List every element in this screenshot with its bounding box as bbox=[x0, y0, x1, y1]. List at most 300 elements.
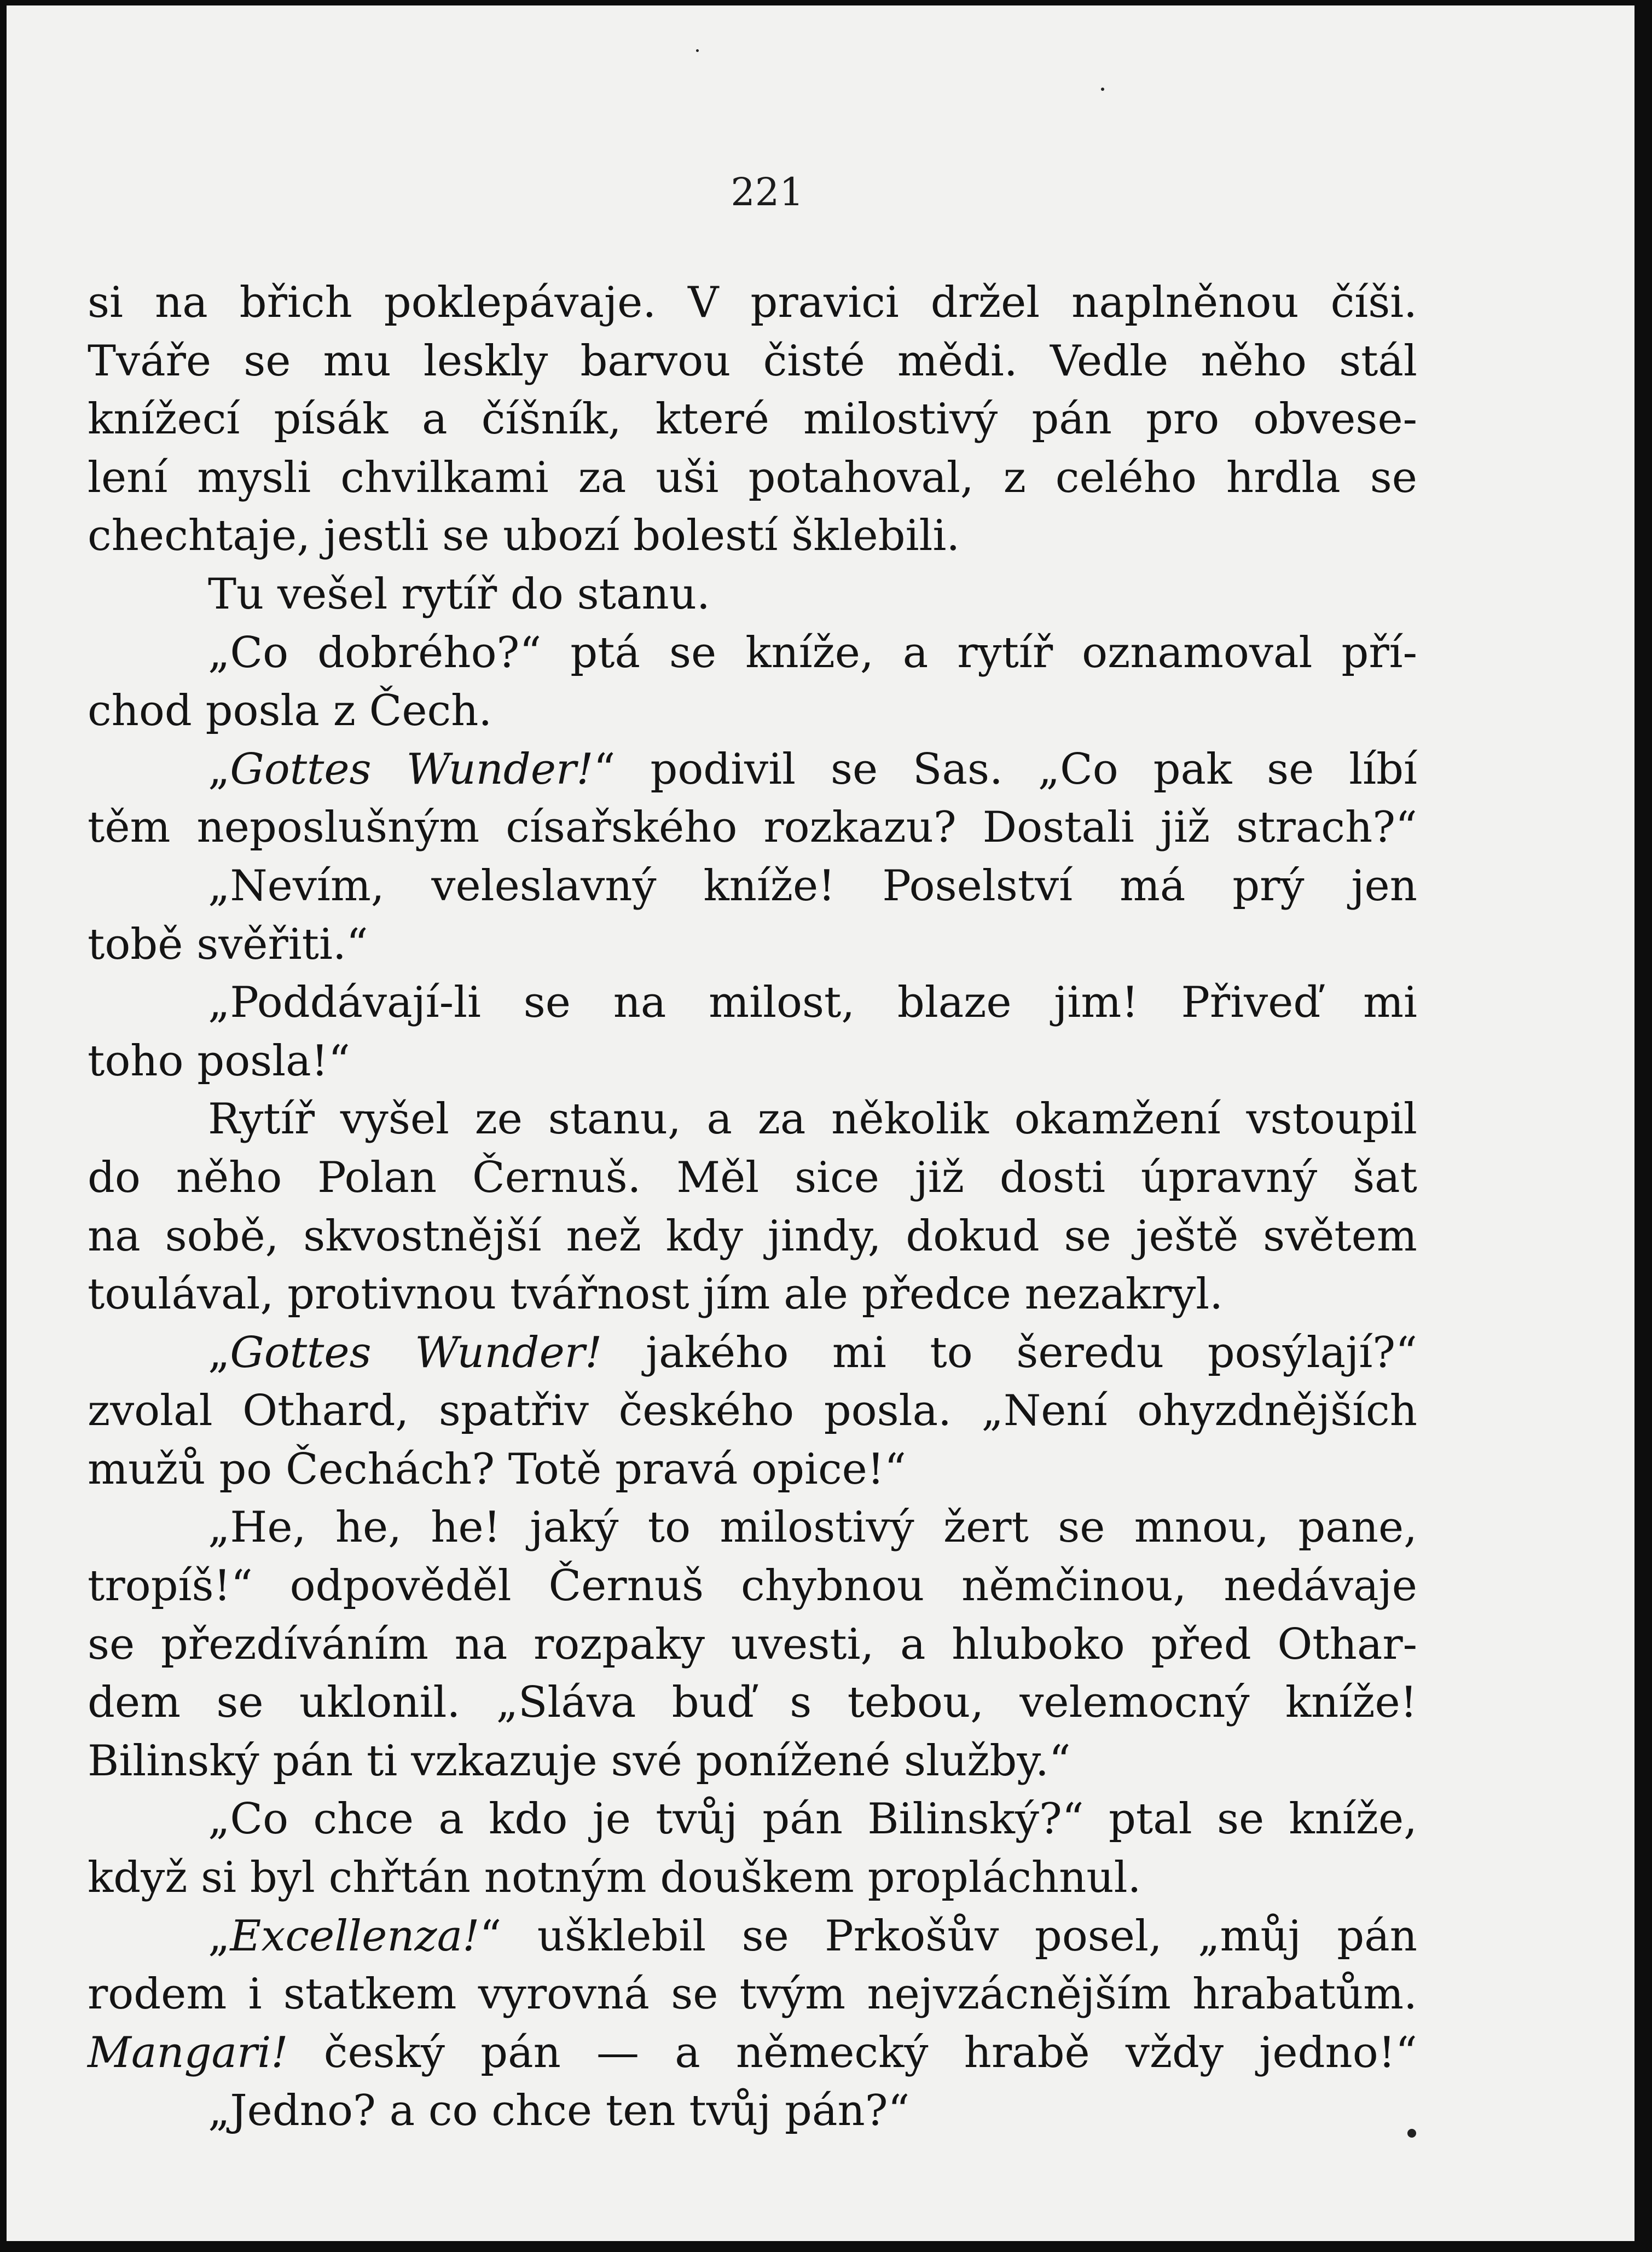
text-run: to bbox=[647, 1503, 691, 1553]
word bbox=[335, 1498, 402, 1557]
text-run: němčinou, bbox=[961, 1561, 1187, 1611]
text-run: Přiveď bbox=[1181, 978, 1321, 1028]
text-line bbox=[88, 624, 1417, 682]
word bbox=[88, 274, 123, 332]
text-run: stál bbox=[1339, 336, 1417, 386]
text-run: posel, bbox=[1034, 1911, 1162, 1961]
word bbox=[897, 974, 1012, 1032]
word bbox=[613, 974, 666, 1032]
text-run: pán bbox=[480, 2028, 561, 2077]
text-line bbox=[88, 682, 1417, 740]
word bbox=[88, 1207, 141, 1266]
text-run: již bbox=[914, 1153, 964, 1202]
text-run: se bbox=[741, 1911, 789, 1961]
word bbox=[161, 1616, 428, 1674]
word bbox=[88, 449, 167, 507]
text-run: oznamoval bbox=[1082, 628, 1313, 678]
word bbox=[596, 2024, 639, 2082]
word bbox=[593, 1790, 631, 1849]
text-run: se bbox=[830, 744, 878, 794]
word bbox=[1289, 1790, 1417, 1849]
word bbox=[803, 390, 998, 449]
text-run: „Jedno? a co chce ten tvůj pán?“ bbox=[208, 2086, 910, 2136]
word bbox=[534, 1616, 705, 1674]
text-run: Prkošův bbox=[825, 1911, 999, 1961]
text-run: tobě svěřiti.“ bbox=[88, 919, 368, 969]
text-run: chvilkami bbox=[340, 453, 549, 502]
word bbox=[1285, 1674, 1417, 1732]
word bbox=[208, 1790, 288, 1849]
word bbox=[688, 274, 718, 332]
text-run: rozkazu? bbox=[763, 803, 957, 853]
word bbox=[88, 1674, 181, 1732]
text-run: a bbox=[902, 628, 929, 678]
text-run: chod posla z Čech. bbox=[88, 686, 492, 736]
word bbox=[897, 332, 1018, 391]
word bbox=[915, 1149, 964, 1207]
text-run: he, bbox=[335, 1503, 402, 1553]
text-run: se bbox=[244, 336, 291, 386]
word bbox=[831, 740, 878, 799]
text-run: na bbox=[454, 1619, 508, 1669]
text-run: se bbox=[1267, 744, 1314, 794]
text-run: milostivý bbox=[803, 395, 998, 444]
text-run: před bbox=[1151, 1619, 1251, 1669]
word bbox=[431, 857, 656, 916]
text-run: vždy bbox=[1125, 2028, 1224, 2077]
word bbox=[1259, 2024, 1417, 2082]
word bbox=[406, 740, 615, 799]
text-line bbox=[88, 332, 1417, 391]
text-run: kníže, bbox=[745, 628, 874, 678]
word bbox=[244, 332, 291, 391]
word bbox=[982, 1382, 1108, 1440]
word bbox=[957, 624, 1053, 682]
word bbox=[707, 1090, 733, 1149]
text-run: rytíř bbox=[957, 628, 1053, 678]
text-run: buď bbox=[671, 1678, 754, 1728]
book-page bbox=[7, 5, 1634, 2241]
word bbox=[1339, 332, 1417, 391]
text-run: jedno!“ bbox=[1259, 2028, 1417, 2077]
text-run: pravici bbox=[750, 278, 899, 327]
text-line bbox=[88, 449, 1417, 507]
word bbox=[524, 974, 571, 1032]
text-run: které bbox=[655, 395, 769, 444]
word bbox=[646, 1324, 789, 1382]
text-run: hrabě bbox=[964, 2028, 1090, 2077]
text-run: uvesti, bbox=[731, 1619, 874, 1669]
text-run: uklonil. bbox=[299, 1678, 461, 1728]
word bbox=[196, 798, 479, 857]
text-run: mi bbox=[832, 1328, 886, 1377]
word bbox=[1253, 390, 1417, 449]
text-run: z bbox=[1003, 453, 1026, 502]
text-run: odpověděl bbox=[289, 1561, 512, 1611]
text-run: pro bbox=[1146, 395, 1220, 444]
text-run: posýlají?“ bbox=[1207, 1328, 1417, 1377]
word bbox=[648, 1498, 691, 1557]
text-run: rodem bbox=[88, 1970, 227, 2019]
word bbox=[913, 740, 1003, 799]
text-run: „můj bbox=[1198, 1911, 1301, 1961]
italic-text: Mangari! bbox=[88, 2028, 288, 2077]
text-line bbox=[88, 1149, 1417, 1207]
word bbox=[1109, 1790, 1192, 1849]
text-run: úpravný bbox=[1140, 1153, 1318, 1202]
text-run: posla. bbox=[824, 1386, 952, 1436]
text-run: Sas. bbox=[913, 744, 1003, 794]
text-run: má bbox=[1119, 861, 1186, 911]
text-run: knížecí bbox=[88, 395, 240, 444]
body-text bbox=[88, 274, 1417, 2140]
text-run: naplněnou bbox=[1071, 278, 1299, 327]
word bbox=[208, 1324, 372, 1382]
word bbox=[1224, 1557, 1417, 1616]
text-line bbox=[88, 916, 1417, 974]
word bbox=[619, 1382, 795, 1440]
text-run: se bbox=[1370, 453, 1417, 502]
text-run: mužů po Čechách? Totě pravá opice!“ bbox=[88, 1444, 907, 1494]
text-run: se bbox=[523, 978, 571, 1028]
word bbox=[424, 332, 548, 391]
word bbox=[903, 624, 929, 682]
text-run: kdy bbox=[665, 1211, 743, 1261]
text-line bbox=[88, 1674, 1417, 1732]
text-run: a bbox=[900, 1619, 926, 1669]
text-line bbox=[88, 1265, 1417, 1324]
word bbox=[1267, 740, 1314, 799]
word bbox=[455, 1616, 508, 1674]
text-run: V bbox=[688, 278, 719, 327]
word bbox=[1201, 332, 1307, 391]
text-run: ze bbox=[474, 1095, 523, 1144]
text-run: líbí bbox=[1349, 744, 1417, 794]
text-run: stanu, bbox=[548, 1095, 681, 1144]
word bbox=[952, 1616, 1125, 1674]
word bbox=[790, 1674, 811, 1732]
word bbox=[566, 1207, 641, 1266]
text-run: neposlušným bbox=[196, 803, 480, 853]
text-line bbox=[88, 274, 1417, 332]
word bbox=[1004, 449, 1026, 507]
word bbox=[961, 1557, 1186, 1616]
word bbox=[763, 332, 865, 391]
word bbox=[155, 274, 208, 332]
text-run: do bbox=[88, 1153, 141, 1202]
word bbox=[88, 1965, 227, 2024]
text-run: Othard, bbox=[242, 1386, 409, 1436]
word bbox=[1000, 1149, 1105, 1207]
italic-text: Wunder! bbox=[415, 1328, 602, 1377]
text-run: Poselství bbox=[882, 861, 1073, 911]
text-run: Dostali bbox=[982, 803, 1134, 853]
text-run: mysli bbox=[197, 453, 311, 502]
text-run: obvese- bbox=[1253, 395, 1417, 444]
text-run: „He, bbox=[208, 1503, 306, 1553]
text-run: ptal bbox=[1108, 1794, 1192, 1844]
text-run: nejvzácnějším bbox=[867, 1970, 1171, 2019]
text-run: Vedle bbox=[1050, 336, 1169, 386]
text-run: hluboko bbox=[952, 1619, 1125, 1669]
word bbox=[672, 1674, 754, 1732]
text-run: kníže! bbox=[1285, 1678, 1417, 1728]
word bbox=[1126, 2024, 1224, 2082]
word bbox=[1353, 1149, 1417, 1207]
text-run: a bbox=[675, 2028, 700, 2077]
word bbox=[208, 1498, 306, 1557]
text-run: „Nevím, bbox=[208, 861, 385, 911]
word bbox=[208, 857, 385, 916]
text-run: sobě, bbox=[165, 1211, 279, 1261]
text-run: Černuš bbox=[548, 1561, 704, 1611]
word bbox=[478, 1965, 650, 2024]
text-run: dobrého?“ bbox=[317, 628, 542, 678]
word bbox=[762, 1790, 843, 1849]
word bbox=[274, 390, 388, 449]
text-run: zvolal bbox=[88, 1386, 213, 1436]
word bbox=[88, 1382, 213, 1440]
text-run: držel bbox=[930, 278, 1040, 327]
word bbox=[422, 390, 448, 449]
word bbox=[983, 798, 1134, 857]
word bbox=[1181, 974, 1320, 1032]
word bbox=[530, 1498, 618, 1557]
text-run: jindy, bbox=[767, 1211, 882, 1261]
text-run: vstoupil bbox=[1246, 1095, 1417, 1144]
text-run: císařského bbox=[506, 803, 738, 853]
word bbox=[1232, 857, 1304, 916]
text-run: světem bbox=[1263, 1211, 1417, 1261]
text-run: veleslavný bbox=[431, 861, 657, 911]
word bbox=[703, 857, 835, 916]
word bbox=[1161, 798, 1210, 857]
text-line bbox=[88, 1382, 1417, 1440]
text-run: a bbox=[706, 1095, 733, 1144]
text-run: chybnou bbox=[740, 1561, 925, 1611]
word bbox=[299, 1674, 460, 1732]
text-run: Tváře bbox=[88, 336, 212, 386]
word bbox=[720, 1498, 914, 1557]
word bbox=[537, 1907, 706, 1966]
text-run: jakého bbox=[645, 1328, 789, 1377]
word bbox=[439, 1382, 589, 1440]
word bbox=[1056, 449, 1197, 507]
text-run: milostivý bbox=[720, 1503, 914, 1553]
word bbox=[748, 449, 973, 507]
text-run: českého bbox=[618, 1386, 795, 1436]
word bbox=[88, 390, 240, 449]
word bbox=[578, 449, 627, 507]
word bbox=[1217, 1790, 1264, 1849]
text-run: strach?“ bbox=[1236, 803, 1417, 853]
text-run: pří- bbox=[1341, 628, 1417, 678]
word bbox=[825, 1907, 999, 1966]
text-run: ještě bbox=[1135, 1211, 1239, 1261]
text-line bbox=[88, 1616, 1417, 1674]
text-run: to bbox=[930, 1328, 973, 1377]
word bbox=[1141, 1149, 1317, 1207]
text-line bbox=[88, 857, 1417, 916]
italic-text: Gottes bbox=[230, 744, 372, 794]
text-run: velemocný bbox=[1019, 1678, 1250, 1728]
word bbox=[88, 1149, 141, 1207]
text-run: okamžení bbox=[1014, 1095, 1221, 1144]
page-number: 221 bbox=[731, 170, 804, 215]
word bbox=[88, 798, 170, 857]
word bbox=[824, 1382, 952, 1440]
word bbox=[1135, 1207, 1238, 1266]
text-run: „ bbox=[208, 1328, 230, 1377]
italic-text: Gottes bbox=[230, 1328, 372, 1377]
word bbox=[1054, 974, 1138, 1032]
text-run: pán bbox=[762, 1794, 843, 1844]
text-run: chechtaje, jestli se ubozí bolestí šklebili. bbox=[88, 511, 960, 561]
word bbox=[290, 1557, 512, 1616]
text-run: něho bbox=[176, 1153, 282, 1202]
word bbox=[831, 1090, 989, 1149]
text-line bbox=[88, 740, 1417, 799]
text-line bbox=[88, 1790, 1417, 1849]
text-run: ptá bbox=[570, 628, 641, 678]
text-run: hrdla bbox=[1226, 453, 1341, 502]
word bbox=[323, 332, 391, 391]
text-run: a bbox=[422, 395, 448, 444]
word bbox=[795, 1149, 879, 1207]
word bbox=[931, 274, 1040, 332]
text-line bbox=[88, 2082, 1417, 2140]
text-run: se bbox=[216, 1678, 264, 1728]
text-line bbox=[88, 1557, 1417, 1616]
word bbox=[1134, 1498, 1269, 1557]
word bbox=[1277, 1616, 1417, 1674]
text-line bbox=[88, 1090, 1417, 1149]
text-run: lení bbox=[88, 453, 168, 502]
text-run: přezdíváním bbox=[160, 1619, 428, 1669]
text-run: sice bbox=[795, 1153, 879, 1202]
word bbox=[1198, 1907, 1301, 1966]
word bbox=[848, 1674, 984, 1732]
text-run: mu bbox=[323, 336, 391, 386]
word bbox=[750, 274, 899, 332]
word bbox=[742, 1907, 789, 1966]
word bbox=[438, 1790, 464, 1849]
word bbox=[1050, 332, 1168, 391]
word bbox=[88, 332, 211, 391]
word bbox=[165, 1207, 279, 1266]
text-run: nedávaje bbox=[1224, 1561, 1417, 1611]
word bbox=[216, 1674, 263, 1732]
print-speck bbox=[1407, 2129, 1416, 2138]
text-line bbox=[88, 1498, 1417, 1557]
text-run: — bbox=[596, 2028, 640, 2077]
word bbox=[1082, 624, 1312, 682]
text-run: číšník, bbox=[481, 395, 622, 444]
text-run: s bbox=[790, 1678, 812, 1728]
text-run: se bbox=[669, 628, 717, 678]
word bbox=[709, 974, 855, 1032]
text-run: a bbox=[438, 1794, 464, 1844]
text-run: „ bbox=[208, 1911, 230, 1961]
text-run: český bbox=[323, 2028, 445, 2077]
text-line bbox=[88, 1849, 1417, 1907]
word bbox=[656, 390, 769, 449]
word bbox=[472, 1149, 641, 1207]
word bbox=[669, 624, 716, 682]
text-run: šeredu bbox=[1016, 1328, 1164, 1377]
text-run: šat bbox=[1353, 1153, 1417, 1202]
text-run: pane, bbox=[1298, 1503, 1417, 1553]
word bbox=[475, 1090, 523, 1149]
word bbox=[656, 449, 718, 507]
print-speck bbox=[1101, 88, 1104, 91]
word bbox=[867, 1790, 1083, 1849]
text-line bbox=[88, 2024, 1417, 2082]
word bbox=[176, 1149, 282, 1207]
word bbox=[900, 1616, 926, 1674]
text-run: „Co bbox=[208, 1794, 289, 1844]
word bbox=[242, 1382, 409, 1440]
text-run: tvůj bbox=[656, 1794, 738, 1844]
text-run: toho posla!“ bbox=[88, 1036, 350, 1086]
text-run: se bbox=[1064, 1211, 1111, 1261]
word bbox=[1192, 1965, 1417, 2024]
word bbox=[340, 449, 549, 507]
text-run: kníže, bbox=[1289, 1794, 1417, 1844]
word bbox=[671, 1965, 718, 2024]
text-run: písák bbox=[274, 395, 389, 444]
text-run: než bbox=[566, 1211, 641, 1261]
word bbox=[480, 2024, 561, 2082]
word bbox=[548, 1557, 704, 1616]
word bbox=[570, 624, 640, 682]
word bbox=[317, 624, 541, 682]
word bbox=[1351, 857, 1417, 916]
text-run: mědi. bbox=[897, 336, 1018, 386]
text-run: „Sláva bbox=[496, 1678, 636, 1728]
text-run: se bbox=[671, 1970, 718, 2019]
word bbox=[1337, 1907, 1417, 1966]
text-run: Bilinský pán ti vzkazuje své ponížené služby.“ bbox=[88, 1736, 1071, 1786]
word bbox=[906, 1207, 1039, 1266]
word bbox=[666, 1207, 743, 1266]
text-run: čisté bbox=[763, 336, 865, 386]
word bbox=[1015, 1090, 1221, 1149]
word bbox=[208, 624, 288, 682]
text-run: na bbox=[154, 278, 208, 327]
text-run: pak bbox=[1153, 744, 1232, 794]
text-run: potahoval, bbox=[748, 453, 974, 502]
text-run: je bbox=[592, 1794, 631, 1844]
text-run: i bbox=[248, 1970, 262, 2019]
text-run: Rytíř bbox=[208, 1095, 315, 1144]
text-run: “ bbox=[479, 1911, 502, 1961]
word bbox=[489, 1790, 567, 1849]
text-run: pán bbox=[1337, 1911, 1417, 1961]
text-line bbox=[88, 1032, 1417, 1091]
text-run: uši bbox=[656, 453, 719, 502]
text-run: chce bbox=[313, 1794, 414, 1844]
text-run: něho bbox=[1201, 336, 1307, 386]
word bbox=[768, 1207, 882, 1266]
word bbox=[1370, 449, 1417, 507]
word bbox=[240, 274, 352, 332]
text-run: „Poddávají-li bbox=[208, 978, 482, 1028]
text-line bbox=[88, 1732, 1417, 1791]
word bbox=[964, 2024, 1090, 2082]
text-run: jaký bbox=[530, 1503, 619, 1553]
word bbox=[1363, 974, 1417, 1032]
